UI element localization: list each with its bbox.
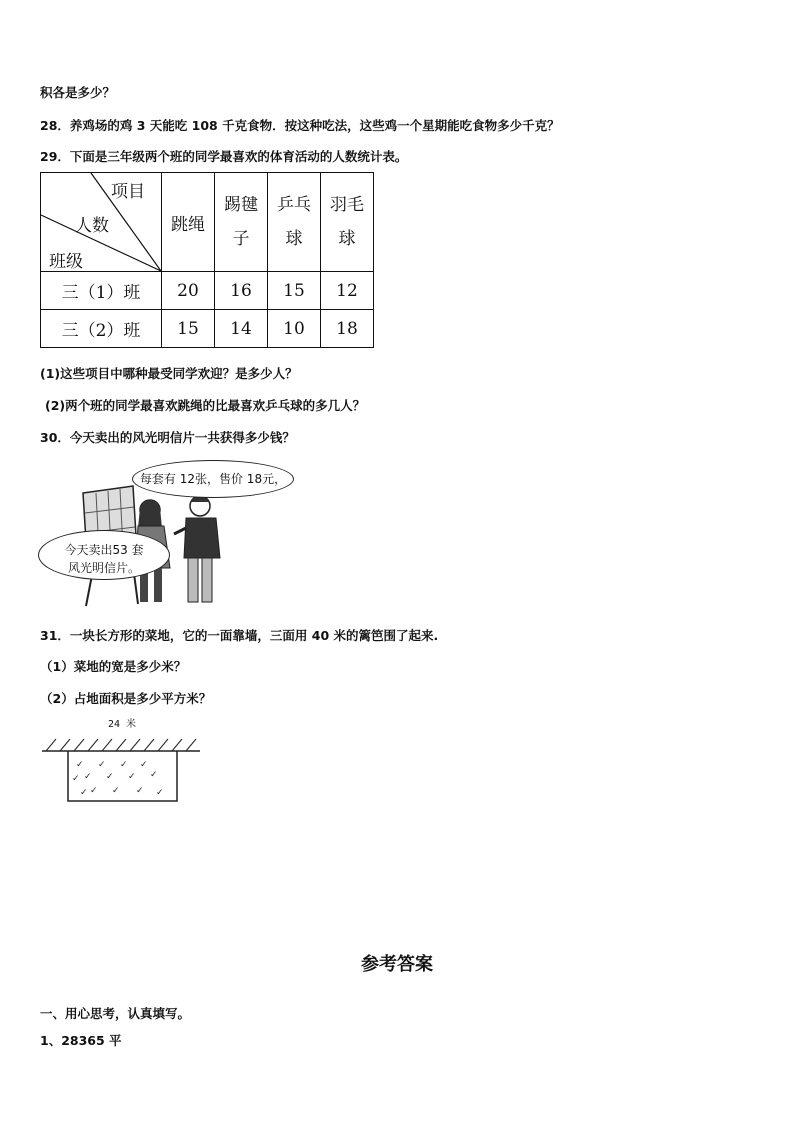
speech-bubble-price: 每套有 12张，售价 18元， — [132, 460, 294, 498]
answer-section-title: 参考答案 — [361, 954, 433, 975]
postcard-sales-illustration — [38, 458, 298, 608]
column-header-jump-rope: 跳绳 — [162, 173, 215, 272]
table-cell: 16 — [215, 272, 268, 310]
answer-section-heading: 一、用心思考，认真填写。 — [40, 1006, 191, 1021]
svg-text:✓: ✓ — [140, 760, 148, 770]
table-cell: 15 — [162, 310, 215, 348]
question-30: 30．今天卖出的风光明信片一共获得多少钱？ — [40, 430, 295, 445]
header-item-label: 项目 — [111, 182, 145, 202]
row-label: 三（1）班 — [41, 272, 162, 310]
column-header-shuttlecock: 踢毽 子 — [215, 173, 268, 272]
question-28: 28．养鸡场的鸡 3 天能吃 108 千克食物．按这种吃法，这些鸡一个星期能吃食物多少千克？ — [40, 118, 560, 133]
svg-text:✓: ✓ — [136, 786, 144, 796]
question-31: 31．一块长方形的菜地，它的一面靠墙，三面用 40 米的篱笆围了起来. — [40, 628, 439, 643]
question-29-part-2: (2)两个班的同学最喜欢跳绳的比最喜欢乒乓球的多几人？ — [45, 398, 366, 413]
svg-text:✓: ✓ — [156, 788, 164, 798]
answer-1: 1、28365 平 — [40, 1033, 122, 1048]
vegetable-plot-diagram — [40, 715, 205, 805]
svg-text:✓: ✓ — [120, 760, 128, 770]
table-cell: 12 — [321, 272, 374, 310]
question-31-part-1: （1）菜地的宽是多少米？ — [40, 659, 187, 674]
svg-text:✓: ✓ — [80, 788, 88, 798]
question-29: 29．下面是三年级两个班的同学最喜欢的体育活动的人数统计表。 — [40, 149, 408, 164]
table-cell: 14 — [215, 310, 268, 348]
column-header-table-tennis: 乒乓 球 — [268, 173, 321, 272]
table-cell: 10 — [268, 310, 321, 348]
header-class-label: 班级 — [49, 252, 83, 272]
diagonal-header-cell — [41, 173, 162, 272]
svg-text:✓: ✓ — [84, 772, 92, 782]
question-27-tail: 积各是多少？ — [40, 85, 116, 100]
column-header-badminton: 羽毛 球 — [321, 173, 374, 272]
question-29-part-1: (1)这些项目中哪种最受同学欢迎？是多少人？ — [40, 366, 298, 381]
question-31-part-2: （2）占地面积是多少平方米？ — [40, 691, 212, 706]
plot-drawing — [40, 715, 205, 805]
svg-text:✓: ✓ — [106, 772, 114, 782]
sports-stats-table — [40, 172, 374, 348]
table-cell: 20 — [162, 272, 215, 310]
table-cell: 15 — [268, 272, 321, 310]
header-count-label: 人数 — [75, 216, 109, 236]
svg-text:✓: ✓ — [128, 772, 136, 782]
svg-text:✓: ✓ — [112, 786, 120, 796]
svg-text:✓: ✓ — [90, 786, 98, 796]
svg-text:✓: ✓ — [98, 760, 106, 770]
table-row — [41, 272, 374, 310]
row-label: 三（2）班 — [41, 310, 162, 348]
table-cell: 18 — [321, 310, 374, 348]
svg-text:✓: ✓ — [72, 774, 80, 784]
table-row — [41, 310, 374, 348]
svg-text:✓: ✓ — [76, 760, 84, 770]
speech-bubble-sold: 今天卖出53 套 风光明信片。 — [38, 530, 170, 580]
svg-text:✓: ✓ — [150, 770, 158, 780]
wall-length-label: 24 米 — [108, 719, 137, 730]
